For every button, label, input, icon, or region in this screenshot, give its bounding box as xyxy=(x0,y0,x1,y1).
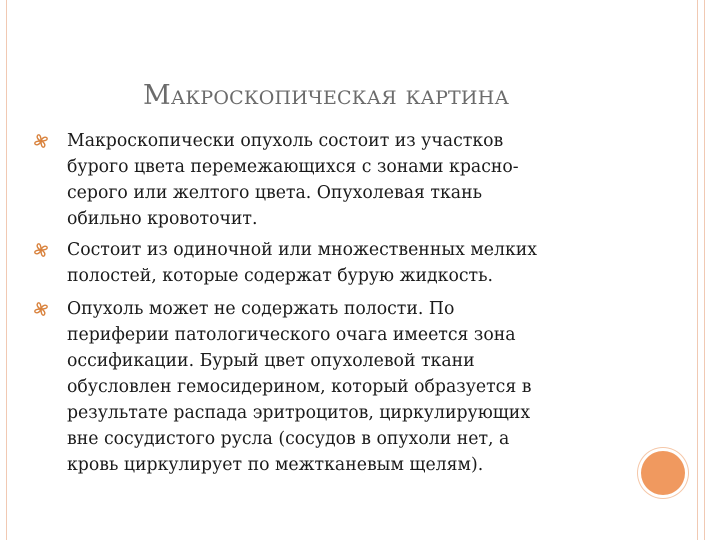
flower-bullet-icon xyxy=(33,133,49,149)
bullet-item-3 xyxy=(30,296,650,478)
right-border-line-inner xyxy=(697,0,698,540)
slide-title: Макроскопическая картина xyxy=(143,80,510,111)
bullet-item-1 xyxy=(30,128,650,232)
bullet-text-2: Состоит из одиночной или множественных мелких полостей, которые содержат бурую жидкость. xyxy=(67,240,538,286)
bullet-text-1: Макроскопически опухоль состоит из участков бурого цвета перемежающихся с зонами красно- серого или желтого цвета. Опухолевая ткань обильно кровоточит. xyxy=(67,131,519,229)
bullet-text-3: Опухоль может не содержать полости. По периферии патологического очага имеется зона оссификации. Бурый цвет опухолевой ткани обусловлен гемосидерином, который образуется в результате распада эритроцитов, циркулирующих вне сосудистого русла (сосудов в опухоли нет, а кровь циркулирует по межтканевым щелям). xyxy=(67,299,532,475)
flower-bullet-icon xyxy=(33,242,49,258)
bullet-item-2 xyxy=(30,237,650,289)
right-border-line-outer xyxy=(704,0,705,540)
flower-bullet-icon xyxy=(33,301,49,317)
left-border-line xyxy=(6,0,7,540)
bullet-list xyxy=(30,128,650,485)
orange-circle-icon xyxy=(641,451,685,495)
